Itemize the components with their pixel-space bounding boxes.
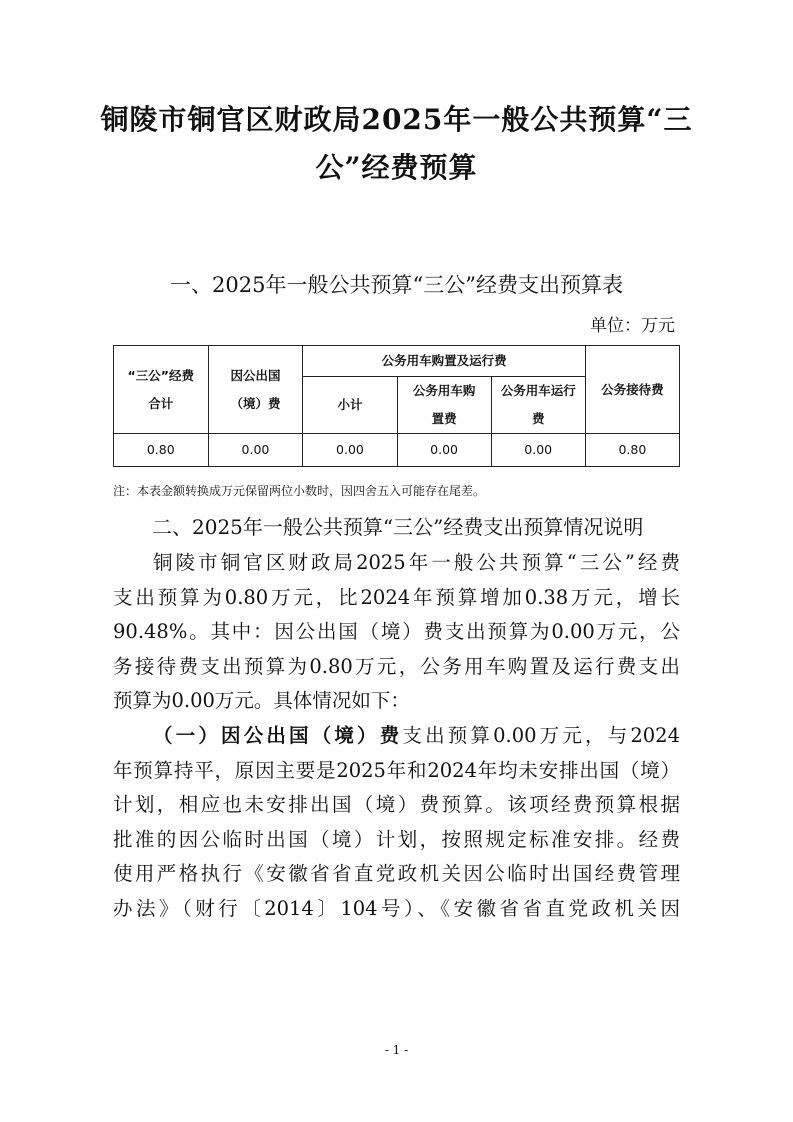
paragraph-line: 90.48%。其中：因公出国（境）费支出预算为0.00万元，公 — [113, 620, 680, 644]
cell-vehicle-purchase: 0.00 — [397, 434, 491, 467]
paragraph-line: 使用严格执行《安徽省省直党政机关因公临时出国经费管理 — [113, 862, 680, 886]
unit-label: 单位：万元 — [590, 316, 675, 336]
paragraph-line: 务接待费支出预算为0.80万元，公务用车购置及运行费支出 — [113, 654, 680, 678]
section-1-title: 一、2025年一般公共预算“三公”经费支出预算表 — [170, 273, 623, 297]
table-note: 注：本表金额转换成万元保留两位小数时，因四舍五入可能存在尾差。 — [113, 484, 486, 498]
body-text — [113, 546, 680, 927]
header-vehicle-operation: 公务用车运行 费 — [491, 377, 585, 434]
cell-abroad: 0.00 — [208, 434, 303, 467]
table-row — [114, 434, 680, 467]
cell-vehicle-operation: 0.00 — [491, 434, 585, 467]
subsection-heading: （一）因公出国（境）费 — [153, 723, 403, 747]
cell-subtotal: 0.00 — [303, 434, 397, 467]
header-subtotal: 小计 — [303, 377, 397, 434]
title-line-1: 铜陵市铜官区财政局2025年一般公共预算“三 — [100, 103, 693, 136]
paragraph-line: 年预算持平，原因主要是2025年和2024年均未安排出国（境） — [113, 758, 680, 782]
paragraph-line: 批准的因公临时出国（境）计划，按照规定标准安排。经费 — [113, 827, 680, 851]
paragraph-line: 支出预算为0.80万元，比2024年预算增加0.38万元，增长 — [113, 585, 680, 609]
header-reception: 公务接待费 — [585, 346, 679, 434]
title-line-2: 公”经费预算 — [315, 151, 478, 184]
paragraph-line: 预算为0.00万元。具体情况如下： — [113, 689, 410, 713]
cell-reception: 0.80 — [585, 434, 679, 467]
document-title — [60, 96, 733, 192]
header-vehicle: 公务用车购置及运行费 — [303, 346, 585, 377]
cell-total: 0.80 — [114, 434, 209, 467]
section-2-title: 二、2025年一般公共预算“三公”经费支出预算情况说明 — [152, 515, 644, 539]
header-abroad: 因公出国 （境）费 — [208, 346, 303, 434]
paragraph-line: 计划，相应也未安排出国（境）费预算。该项经费预算根据 — [113, 793, 680, 817]
paragraph-line: 办法》（财行〔2014〕104号）、《安徽省省直党政机关因 — [113, 896, 680, 920]
paragraph-line: 铜陵市铜官区财政局2025年一般公共预算“三公”经费 — [153, 551, 680, 574]
three-public-budget-table — [113, 345, 680, 467]
paragraph-line — [113, 719, 680, 754]
page-number: - 1 - — [384, 1043, 409, 1057]
header-vehicle-purchase: 公务用车购 置费 — [397, 377, 491, 434]
header-total: “三公”经费 合计 — [114, 346, 209, 434]
paragraph-text: 支出预算0.00万元，与2024 — [402, 723, 680, 747]
